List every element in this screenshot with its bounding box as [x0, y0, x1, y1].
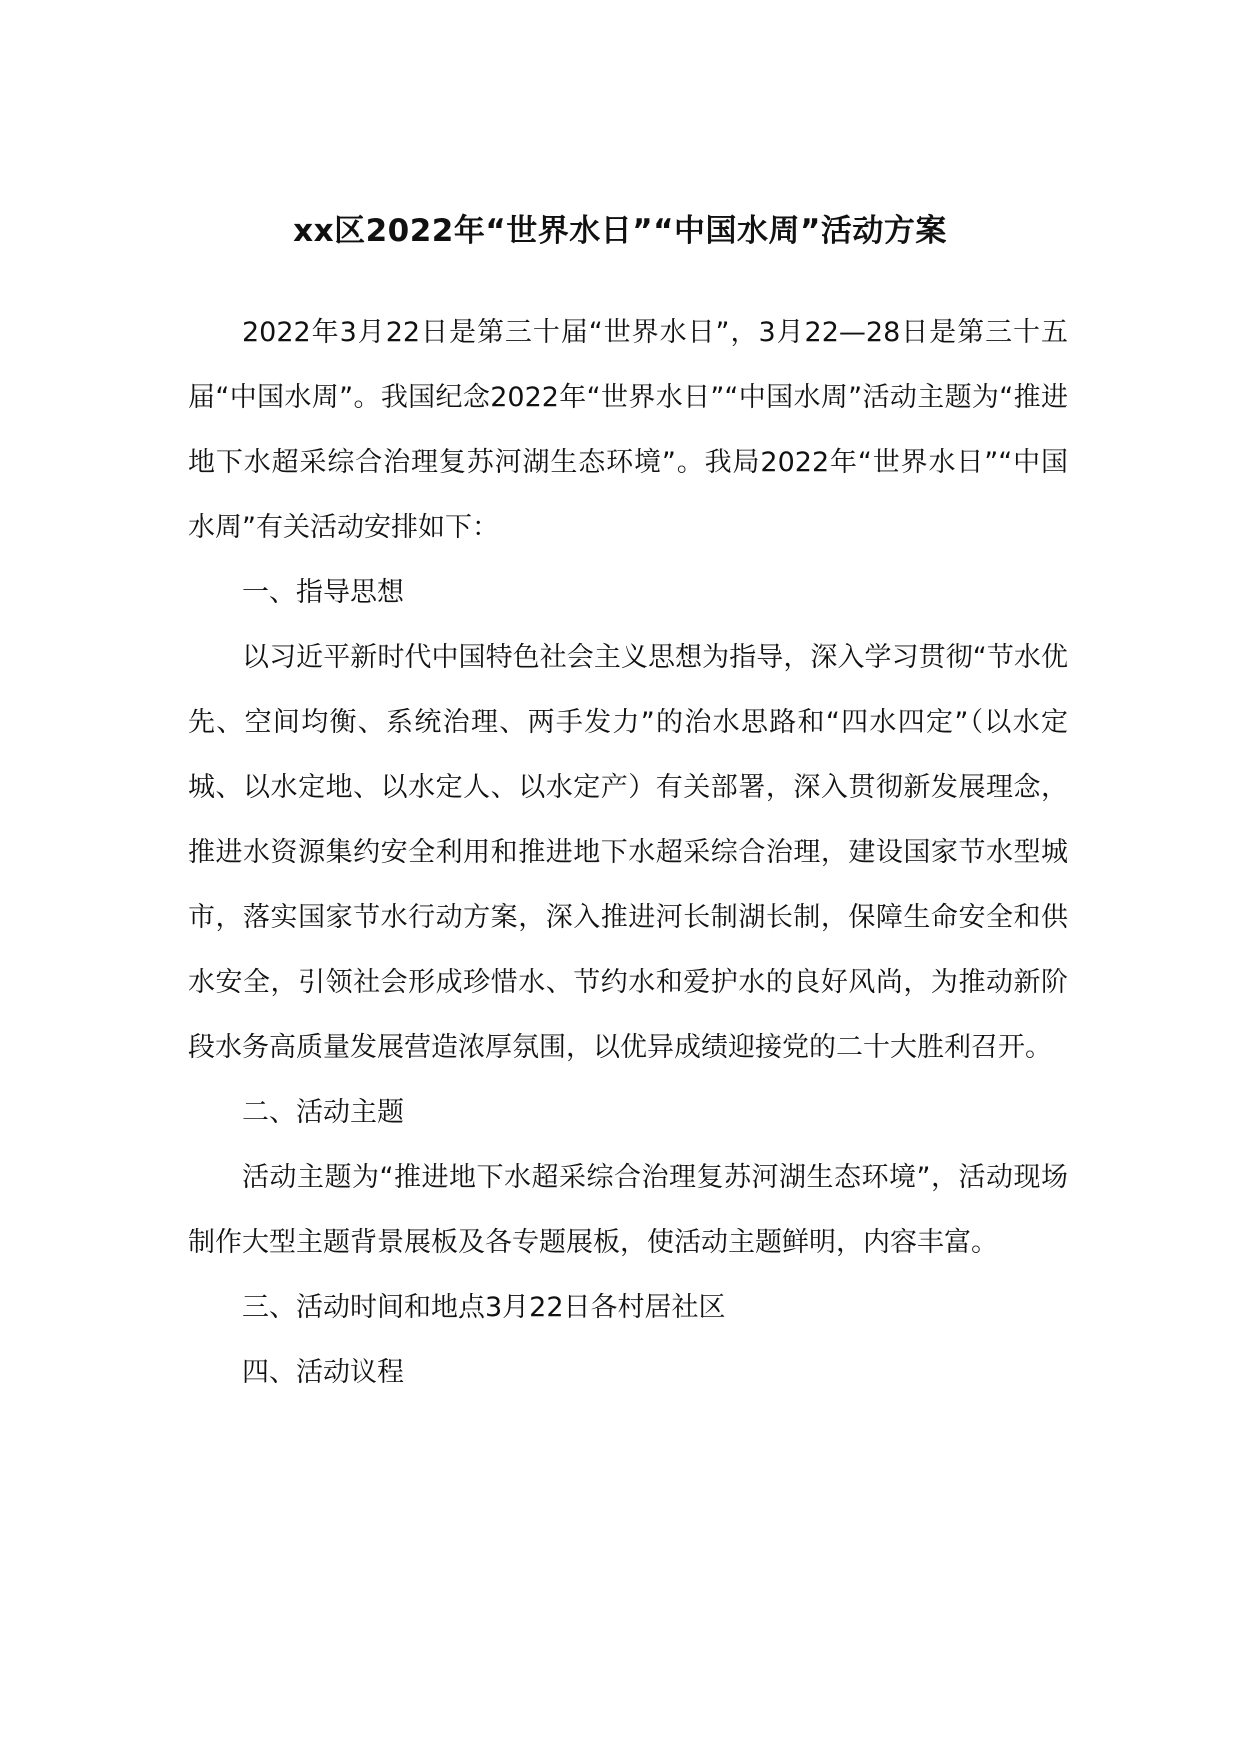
document-body [188, 300, 1068, 1405]
section-heading-activity-theme: 二、活动主题 [242, 1097, 404, 1128]
section-heading-agenda: 四、活动议程 [242, 1357, 404, 1388]
section-heading-guiding-ideology: 一、指导思想 [242, 577, 404, 608]
document-title: xx区2022年“世界水日”“中国水周”活动方案 [293, 213, 947, 249]
intro-paragraph: 2022年3月22日是第三十届“世界水日”，3月22—28日是第三十五届“中国水周”。我国纪念2022年“世界水日”“中国水周”活动主题为“推进地下水超采综合治理复苏河湖生态环境”。我局2022年“世界水日”“中国水周”有关活动安排如下： [188, 317, 1068, 543]
section-heading-time-and-place: 三、活动时间和地点3月22日各村居社区 [242, 1292, 726, 1323]
section-text-guiding-ideology: 以习近平新时代中国特色社会主义思想为指导，深入学习贯彻“节水优先、空间均衡、系统治理、两手发力”的治水思路和“四水四定”（以水定城、以水定地、以水定人、以水定产）有关部署，深入贯彻新发展理念，推进水资源集约安全利用和推进地下水超采综合治理，建设国家节水型城市，落实国家节水行动方案，深入推进河长制湖长制，保障生命安全和供水安全，引领社会形成珍惜水、节约水和爱护水的良好风尚，为推动新阶段水务高质量发展营造浓厚氛围，以优异成绩迎接党的二十大胜利召开。 [188, 642, 1068, 1063]
section-text-activity-theme: 活动主题为“推进地下水超采综合治理复苏河湖生态环境”，活动现场制作大型主题背景展板及各专题展板，使活动主题鲜明，内容丰富。 [188, 1162, 1068, 1258]
